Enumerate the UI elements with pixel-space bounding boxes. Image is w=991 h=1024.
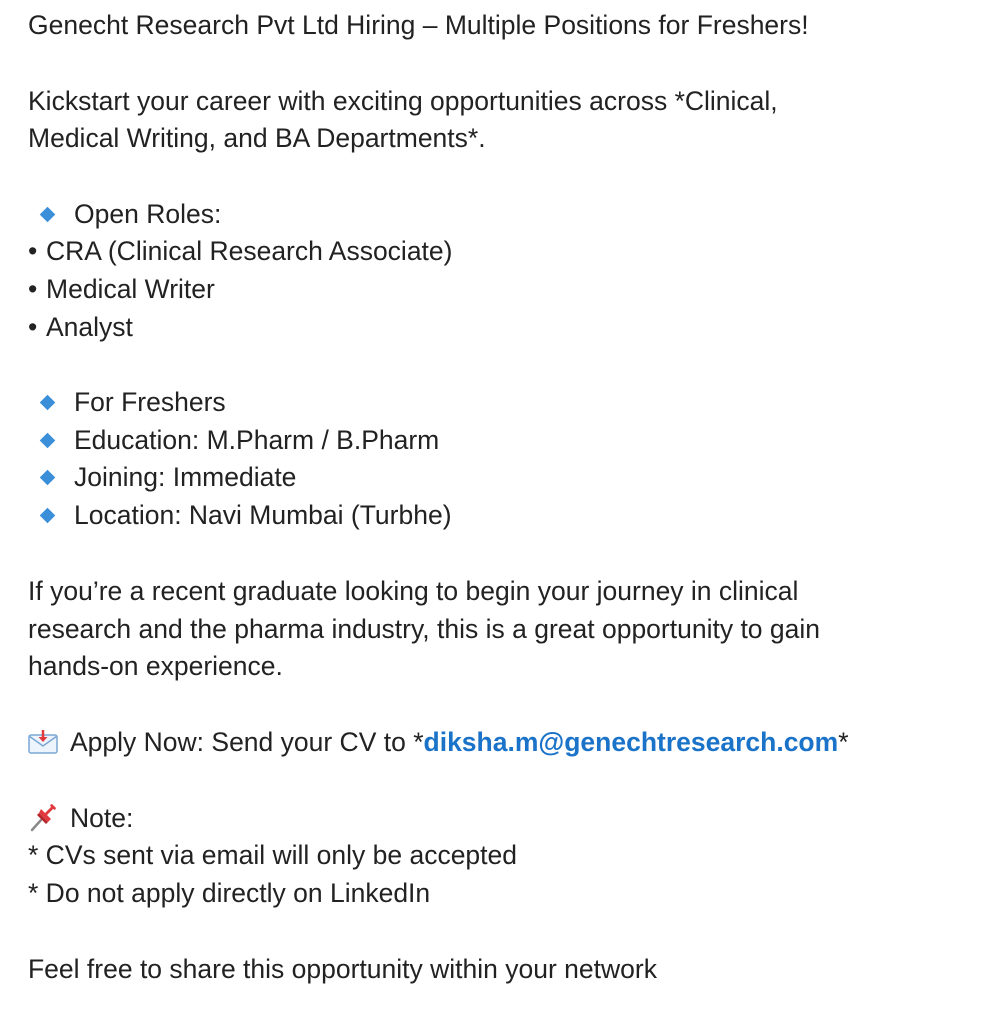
email-link[interactable]: diksha.m@genechtresearch.com	[423, 727, 839, 757]
role-label: Medical Writer	[46, 274, 215, 304]
role-label: Analyst	[46, 312, 133, 342]
detail-label: Education: M.Pharm / B.Pharm	[74, 425, 440, 455]
role-item	[28, 271, 215, 308]
graduate-line-3: hands-on experience.	[28, 651, 283, 681]
detail-item	[28, 497, 452, 534]
small-blue-diamond-icon	[40, 395, 56, 411]
small-blue-diamond-icon	[40, 433, 56, 449]
graduate-line-1: If you’re a recent graduate looking to begin your journey in clinical	[28, 576, 799, 606]
small-blue-diamond-icon	[40, 508, 56, 524]
pushpin-icon	[28, 801, 60, 833]
detail-item	[28, 459, 296, 496]
detail-label: Joining: Immediate	[74, 462, 297, 492]
open-roles-heading	[28, 196, 221, 233]
closing-line: Feel free to share this opportunity within your network	[28, 954, 657, 984]
bullet-point: •	[28, 312, 38, 342]
post-title: Genecht Research Pvt Ltd Hiring – Multiple Positions for Freshers!	[28, 10, 809, 40]
small-blue-diamond-icon	[40, 207, 56, 223]
note-heading	[28, 800, 133, 837]
intro-line-2: Medical Writing, and BA Departments*.	[28, 123, 486, 153]
role-label: CRA (Clinical Research Associate)	[46, 236, 453, 266]
apply-line	[28, 724, 849, 761]
bullet-point: •	[28, 274, 38, 304]
small-blue-diamond-icon	[40, 470, 56, 486]
apply-prefix: Apply Now: Send your CV to *	[70, 727, 424, 757]
intro-line-1: Kickstart your career with exciting opportunities across *Clinical,	[28, 86, 778, 116]
role-item	[28, 233, 452, 270]
note-item: * CVs sent via email will only be accepted	[28, 840, 518, 870]
note-item: * Do not apply directly on LinkedIn	[28, 878, 431, 908]
bullet-point: •	[28, 236, 38, 266]
note-label: Note:	[70, 803, 134, 833]
apply-suffix: *	[838, 727, 849, 757]
detail-item	[28, 422, 439, 459]
graduate-line-2: research and the pharma industry, this is a great opportunity to gain	[28, 614, 821, 644]
detail-label: Location: Navi Mumbai (Turbhe)	[74, 500, 452, 530]
role-item	[28, 309, 133, 346]
detail-label: For Freshers	[74, 387, 226, 417]
envelope-with-arrow-icon	[28, 727, 58, 751]
open-roles-label: Open Roles:	[74, 199, 222, 229]
detail-item	[28, 384, 226, 421]
